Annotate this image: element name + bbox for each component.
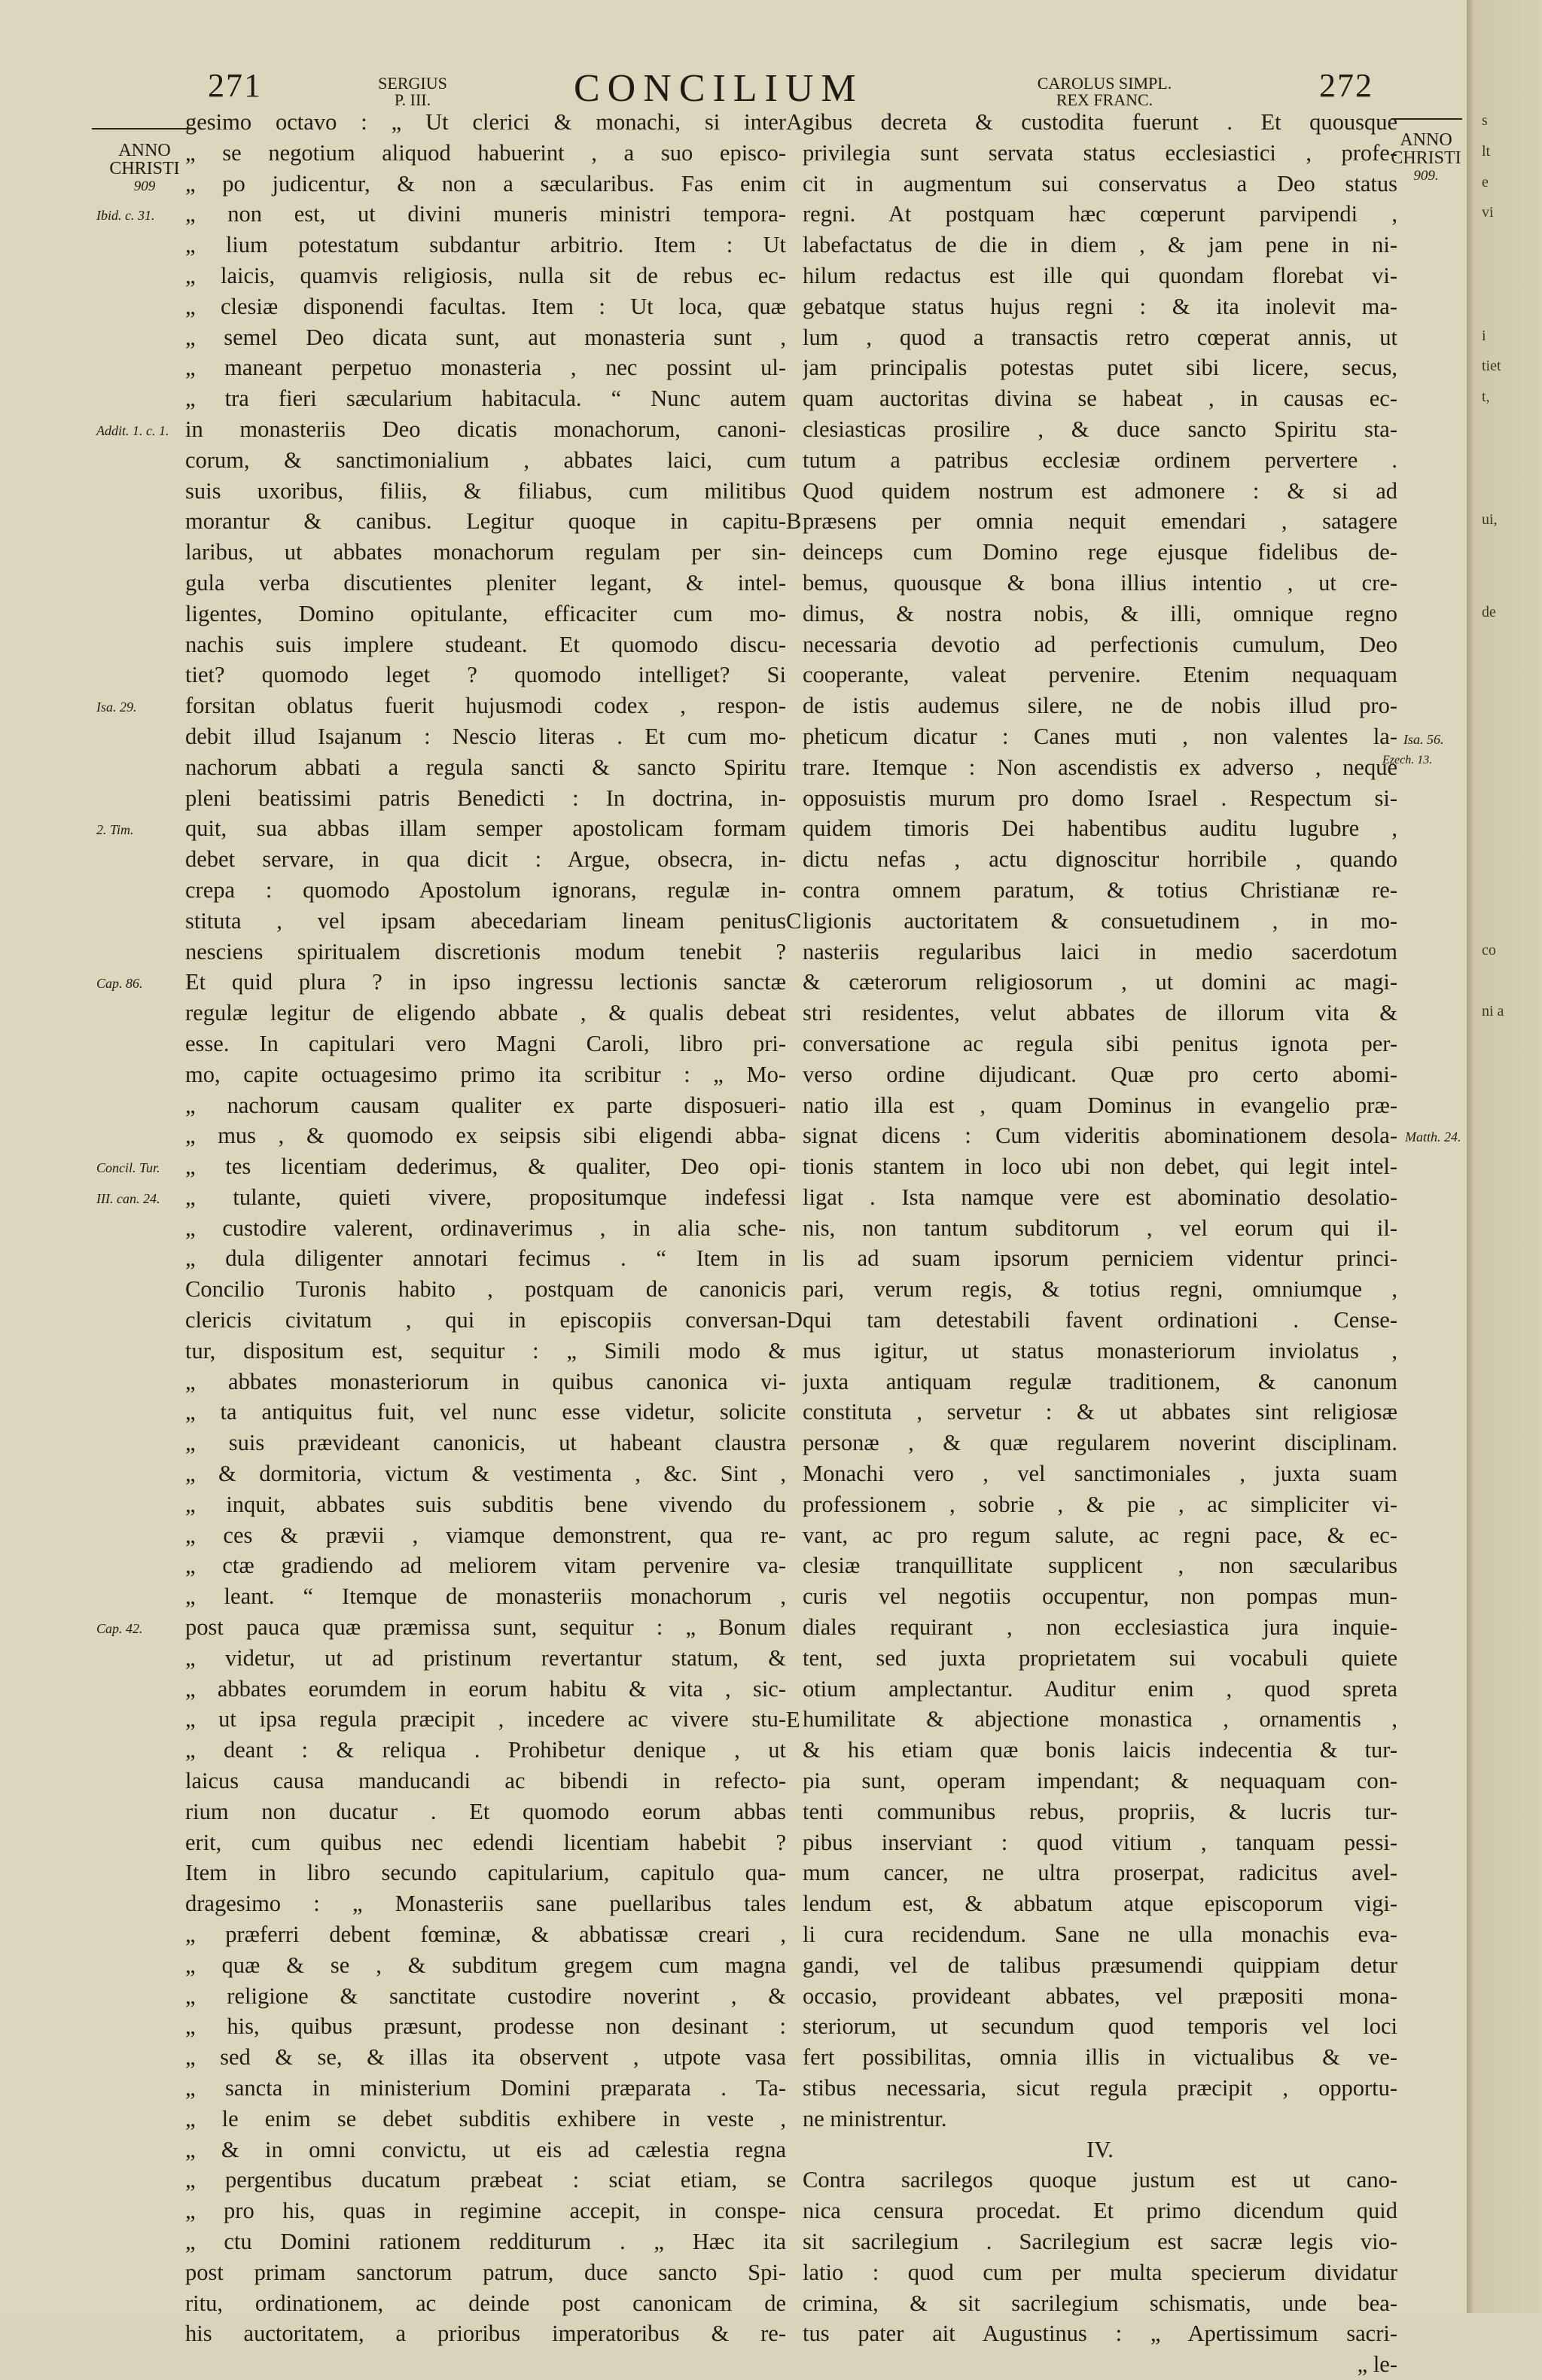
margin-note-left: 2. Tim. (96, 822, 134, 838)
text-line: Item in libro secundo capitularium, capitulo qua- (185, 1860, 786, 1886)
text-line: fert possibilitas, omnia illis in victualibus & ve- (803, 2044, 1397, 2071)
text-line: „ abbates eorumdem in eorum habitu & vita , sic- (185, 1675, 786, 1702)
text-line: pia sunt, operam impendant; & nequaquam con- (803, 1768, 1397, 1794)
text-line: „ deant : & reliqua . Prohibetur denique , ut (185, 1737, 786, 1763)
text-line: quit, sua abbas illam semper apostolicam formam (185, 815, 786, 842)
edge-fragment: t, (1482, 389, 1490, 406)
text-line: ne ministrentur. (803, 2105, 947, 2132)
text-line: de istis audemus silere, ne de nobis illud pro- (803, 693, 1397, 719)
left-text-column (185, 107, 786, 2349)
anno-left-word: ANNO (118, 141, 171, 160)
text-line: morantur & canibus. Legitur quoque in capitu- (185, 508, 786, 535)
text-line: signat dicens : Cum videritis abominationem desola- (803, 1123, 1397, 1149)
edge-fragment: s (1482, 112, 1488, 129)
edge-fragment: e (1482, 173, 1489, 190)
text-line: hilum redactus est ille qui quondam florebat vi- (803, 262, 1397, 288)
text-line: pleni beatissimi patris Benedicti : In doctrina, in- (185, 785, 786, 811)
text-line: otium amplectantur. Auditur enim , quod spreta (803, 1675, 1397, 1702)
text-line: Quod quidem nostrum est admonere : & si ad (803, 477, 1397, 504)
edge-fragment: ni a (1482, 1003, 1504, 1020)
text-line: nica censura procedat. Et primo dicendum quid (803, 2198, 1397, 2224)
text-line: præsens per omnia nequit emendari , satagere (803, 508, 1397, 535)
margin-note-left: III. can. 24. (96, 1191, 160, 1206)
running-head-pope (375, 75, 450, 108)
text-line: „ leant. “ Itemque de monasteriis monachorum , (185, 1583, 786, 1610)
edge-fragment: i (1482, 327, 1486, 344)
text-line: pari, verum regis, & totius regni, omniumque , (803, 1276, 1397, 1303)
text-line: „ abbates monasteriorum in quibus canonica vi- (185, 1368, 786, 1394)
text-line: erit, cum quibus nec edendi licentiam habebit ? (185, 1829, 786, 1855)
text-line: verso ordine dijudicant. Quæ pro certo abomi- (803, 1061, 1397, 1087)
text-line: forsitan oblatus fuerit hujusmodi codex , respon- (185, 693, 786, 719)
text-line: sit sacrilegium . Sacrilegium est sacræ legis vio- (803, 2228, 1397, 2254)
pope-title: P. III. (394, 90, 431, 109)
next-page-edge (1467, 0, 1542, 2313)
text-line: cooperante, valeat pervenire. Etenim nequaquam (803, 662, 1397, 688)
text-line: „ tulante, quieti vivere, propositumque indefessi (185, 1184, 786, 1210)
text-line: nesciens spiritualem discretionis modum tenebit ? (185, 938, 786, 964)
text-line: „ ces & prævii , viamque demonstrent, qua re- (185, 1522, 786, 1548)
section-letter: B (786, 508, 802, 535)
text-line: natio illa est , quam Dominus in evangelio præ- (803, 1092, 1397, 1118)
text-line: curis vel negotiis occupentur, non pompas mun- (803, 1583, 1397, 1610)
text-line: nis, non tantum subditorum , vel eorum qui il- (803, 1214, 1397, 1241)
king-name: CAROLUS SIMPL. (1037, 74, 1172, 93)
text-line: stibus necessaria, sicut regula præcipit , opportu- (803, 2075, 1397, 2101)
text-line: gula verba discutientes pleniter legant, & intel- (185, 569, 786, 596)
edge-fragment: co (1482, 941, 1496, 958)
text-line: nachorum abbati a regula sancti & sancto Spiritu (185, 754, 786, 780)
text-line: vant, ac pro regum salute, ac regni pace, & ec- (803, 1522, 1397, 1548)
edge-fragment: lt (1482, 142, 1491, 160)
text-line: „ lium potestatum subdantur arbitrio. Item : Ut (185, 232, 786, 258)
text-line: debet servare, in qua dicit : Argue, obsecra, in- (185, 846, 786, 873)
text-line: necessaria devotio ad perfectionis cumulum, Deo (803, 631, 1397, 657)
text-line: gesimo octavo : „ Ut clerici & monachi, si inter (185, 109, 786, 135)
text-line: personæ , & quæ regularem noverint disciplinam. (803, 1430, 1397, 1456)
text-line: mus igitur, ut status monasteriorum inviolatus , (803, 1337, 1397, 1364)
text-line: & his etiam quæ bonis laicis indecentia & tur- (803, 1737, 1397, 1763)
margin-note-left: Concil. Tur. (96, 1160, 160, 1176)
text-line: „ semel Deo dicata sunt, aut monasteria sunt , (185, 324, 786, 350)
margin-note-right: Isa. 56. (1403, 732, 1444, 747)
text-line: corum, & sanctimonialium , abbates laici, cum (185, 446, 786, 473)
text-line: latio : quod cum per multa specierum dividatur (803, 2259, 1397, 2285)
text-line: lis ad suam ipsorum perniciem videntur princi- (803, 1245, 1397, 1272)
text-line: stituta , vel ipsam abecedariam lineam penitus (185, 907, 786, 934)
text-line: „ mus , & quomodo ex seipsis sibi eligendi abba- (185, 1123, 786, 1149)
text-line: „ custodire valerent, ordinaverimus , in alia sche- (185, 1214, 786, 1241)
text-line: IV. (1086, 2136, 1114, 2162)
text-line: constituta , servetur : & ut abbates sint religiosæ (803, 1399, 1397, 1425)
text-line: tent, sed juxta proprietatem sui vocabuli quiete (803, 1644, 1397, 1671)
text-line: juxta antiquam regulæ traditionem, & canonum (803, 1368, 1397, 1394)
anno-right-word: ANNO (1400, 130, 1452, 150)
text-line: trare. Itemque : Non ascendistis ex adverso , neque (803, 754, 1397, 780)
margin-note-left: Cap. 42. (96, 1621, 143, 1637)
text-line: stri residentes, velut abbates de illorum vita & (803, 1000, 1397, 1026)
running-head-king (1033, 75, 1176, 108)
section-letter: E (786, 1706, 800, 1732)
text-line: „ ut ipsa regula præcipit , incedere ac vivere stu- (185, 1706, 786, 1732)
text-line: ritu, ordinationem, ac deinde post canonicam de (185, 2290, 786, 2316)
text-line: crepa : quomodo Apostolum ignorans, regulæ in- (185, 876, 786, 903)
text-line: in monasteriis Deo dicatis monachorum, canoni- (185, 416, 786, 442)
text-line: „ ctu Domini rationem redditurum . „ Hæc ita (185, 2228, 786, 2254)
text-line: rium non ducatur . Et quomodo eorum abbas (185, 1798, 786, 1824)
page-number-right: 272 (1319, 67, 1373, 104)
text-line: „ se negotium aliquod habuerint , a suo episco- (185, 139, 786, 166)
text-line: ligat . Ista namque vere est abominatio desolatio- (803, 1184, 1397, 1210)
text-line: „ ctæ gradiendo ad meliorem vitam pervenire va- (185, 1553, 786, 1579)
text-line: „ sed & se, & illas ita observent , utpote vasa (185, 2044, 786, 2071)
text-line: clesiæ tranquillitate supplicent , non sæcularibus (803, 1553, 1397, 1579)
text-line: Concilio Turonis habito , postquam de canonicis (185, 1276, 786, 1303)
text-line: ligentes, Domino opitulante, efficaciter cum mo- (185, 600, 786, 626)
text-line: dimus, & nostra nobis, & illi, omnique regno (803, 600, 1397, 626)
king-title: REX FRANC. (1056, 90, 1153, 109)
text-line: li cura recidendum. Sane ne ulla monachis eva- (803, 1921, 1397, 1948)
text-line: „ sancta in ministerium Domini præparata . Ta- (185, 2075, 786, 2101)
text-line: „ inquit, abbates suis subditis bene vivendo du (185, 1491, 786, 1517)
text-line: laribus, ut abbates monachorum regulam per sin- (185, 539, 786, 565)
text-line: humilitate & abjectione monastica , ornamentis , (803, 1706, 1397, 1732)
text-line: mo, capite octuagesimo primo ita scribitur : „ Mo- (185, 1061, 786, 1087)
anno-left-year: 909 (133, 178, 156, 194)
text-line: „ ta antiquitus fuit, vel nunc esse videtur, solicite (185, 1399, 786, 1425)
text-line: cit in augmentum sui conservatus a Deo status (803, 170, 1397, 197)
text-line: quam auctoritas divina se habeat , in causas ec- (803, 385, 1397, 412)
text-line: tionis stantem in loco ubi non debet, qui legit intel- (803, 1153, 1397, 1180)
text-line: pibus inserviant : quod vitium , tanquam pessi- (803, 1829, 1397, 1855)
text-line: debit illud Isajanum : Nescio literas . Et cum mo- (185, 723, 786, 749)
text-line: post primam sanctorum patrum, duce sancto Spi- (185, 2259, 786, 2285)
text-line: lendum est, & abbatum atque episcoporum vigi- (803, 1891, 1397, 1917)
text-line: labefactatus de die in diem , & jam pene in ni- (803, 232, 1397, 258)
text-line: nachis suis implere studeant. Et quomodo discu- (185, 631, 786, 657)
section-letter: C (786, 907, 802, 934)
text-line: jam principalis potestas putet sibi licere, secus, (803, 355, 1397, 381)
edge-fragment: vi (1482, 204, 1494, 221)
text-line: „ & in omni convictu, ut eis ad cælestia regna (185, 2136, 786, 2162)
text-line: tiet? quomodo leget ? quomodo intelliget? Si (185, 662, 786, 688)
edge-fragment: ui, (1482, 511, 1498, 529)
text-line: diales requirant , non ecclesiastica jura inquie- (803, 1614, 1397, 1641)
text-line: „ clesiæ disponendi facultas. Item : Ut loca, quæ (185, 293, 786, 319)
text-line: „ tra fieri sæcularium habitacula. “ Nunc autem (185, 385, 786, 412)
text-line: gebatque status hujus regni : & ita inolevit ma- (803, 293, 1397, 319)
right-text-column (803, 107, 1397, 2380)
text-line: dragesimo : „ Monasteriis sane puellaribus tales (185, 1891, 786, 1917)
anno-right-christi: CHRISTI (1391, 148, 1461, 168)
text-line: „ videtur, ut ad pristinum revertantur statum, & (185, 1644, 786, 1671)
text-line: „ non est, ut divini muneris ministri tempora- (185, 201, 786, 227)
text-line: dictu nefas , actu dignoscitur horribile , quando (803, 846, 1397, 873)
text-line: gandi, vel de talibus præsumendi quippiam detur (803, 1952, 1397, 1978)
text-line: contra omnem paratum, & totius Christianæ re- (803, 876, 1397, 903)
text-line: „ & dormitoria, victum & vestimenta , &c. Sint , (185, 1461, 786, 1487)
text-line: „ dula diligenter annotari fecimus . “ Item in (185, 1245, 786, 1272)
text-line: qui tam detestabili favent ordinationi . Cense- (803, 1307, 1397, 1333)
text-line: „ his, quibus præsunt, prodesse non desinant : (185, 2013, 786, 2040)
text-line: „ po judicentur, & non a sæcularibus. Fas enim (185, 170, 786, 197)
text-line: „ nachorum causam qualiter ex parte disposueri- (185, 1092, 786, 1118)
text-line: occasio, provideant abbates, vel præpositi mona- (803, 1982, 1397, 2009)
text-line: steriorum, ut secundum quod temporis vel loci (803, 2013, 1397, 2040)
text-line: suis uxoribus, filiis, & filiabus, cum militibus (185, 477, 786, 504)
text-line: opposuistis murum pro domo Israel . Respectum si- (803, 785, 1397, 811)
text-line: „ religione & sanctitate custodire noverint , & (185, 1982, 786, 2009)
text-line: privilegia sunt servata status ecclesiastici , profe- (803, 139, 1397, 166)
margin-note-left: Addit. 1. c. 1. (96, 423, 169, 438)
text-line: ligionis auctoritatem & consuetudinem , in mo- (803, 907, 1397, 934)
text-line: „ pergentibus ducatum præbeat : sciat etiam, se (185, 2167, 786, 2193)
text-line: „ le enim se debet subditis exhibere in veste , (185, 2105, 786, 2132)
text-line: regulæ legitur de eligendo abbate , & qualis debeat (185, 1000, 786, 1026)
text-line: gibus decreta & custodita fuerunt . Et quousque (803, 109, 1397, 135)
year-rule-right (1391, 118, 1462, 120)
text-line: „ suis prævideant canonicis, ut habeant claustra (185, 1430, 786, 1456)
text-line: tus pater ait Augustinus : „ Apertissimum sacri- (803, 2321, 1397, 2347)
text-line: deinceps cum Domino rege ejusque fidelibus de- (803, 539, 1397, 565)
text-line: „ quæ & se , & subditum gregem cum magna (185, 1952, 786, 1978)
text-line: post pauca quæ præmissa sunt, sequitur : „ Bonum (185, 1614, 786, 1641)
text-line: tenti communibus rebus, propriis, & lucris tur- (803, 1798, 1397, 1824)
text-line: professionem , sobrie , & pie , ac simpliciter vi- (803, 1491, 1397, 1517)
text-line: Contra sacrilegos quoque justum est ut cano- (803, 2167, 1397, 2193)
text-line: laicus causa manducandi ac bibendi in refecto- (185, 1768, 786, 1794)
text-line: esse. In capitulari vero Magni Caroli, libro pri- (185, 1030, 786, 1056)
text-line: his auctoritatem, a prioribus imperatoribus & re- (185, 2321, 786, 2347)
text-line: Et quid plura ? in ipso ingressu lectionis sanctæ (185, 969, 786, 995)
text-line: lum , quod a transactis retro cœperat annis, ut (803, 324, 1397, 350)
margin-note-left: Ibid. c. 31. (96, 208, 155, 224)
text-line: „ pro his, quas in regimine accepit, in conspe- (185, 2198, 786, 2224)
pope-name: SERGIUS (378, 74, 447, 93)
page-title: CONCILIUM (574, 67, 864, 110)
edge-fragment: tiet (1482, 358, 1501, 375)
text-line: „ tes licentiam dederimus, & qualiter, Deo opi- (185, 1153, 786, 1180)
text-line: nasteriis regularibus laici in medio sacerdotum (803, 938, 1397, 964)
text-line: quidem timoris Dei habentibus auditu lugubre , (803, 815, 1397, 842)
page-number-left: 271 (208, 67, 262, 104)
margin-note-left: Cap. 86. (96, 976, 143, 992)
margin-note-left: Isa. 29. (96, 699, 137, 715)
text-line: tutum a patribus ecclesiæ ordinem pervertere . (803, 446, 1397, 473)
text-line: mum cancer, ne ultra proserpat, radicitus avel- (803, 1860, 1397, 1886)
section-letter: A (786, 109, 803, 135)
text-line: conversatione ac regula sibi penitus ignota per- (803, 1030, 1397, 1056)
anno-right (1387, 131, 1465, 185)
anno-left-christi: CHRISTI (109, 159, 180, 178)
text-line: crimina, & sit sacrilegium schismatis, unde bea- (803, 2290, 1397, 2316)
text-line: Monachi vero , vel sanctimoniales , juxta suam (803, 1461, 1397, 1487)
text-line: „ maneant perpetuo monasteria , nec possint ul- (185, 355, 786, 381)
text-line: „ le- (1357, 2351, 1397, 2378)
edge-fragment: de (1482, 603, 1496, 620)
text-line: regni. At postquam hæc cœperunt parvipendi , (803, 201, 1397, 227)
year-rule-left (92, 128, 191, 130)
text-line: tur, dispositum est, sequitur : „ Simili modo & (185, 1337, 786, 1364)
anno-left (99, 142, 190, 196)
text-line: clesiasticas prosilire , & duce sancto Spiritu sta- (803, 416, 1397, 442)
text-line: „ præferri debent fœminæ, & abbatissæ creari , (185, 1921, 786, 1948)
anno-right-year: 909. (1413, 168, 1439, 184)
text-line: bemus, quousque & bona illius intentio , ut cre- (803, 569, 1397, 596)
text-line: clericis civitatum , qui in episcopiis conversan- (185, 1307, 786, 1333)
text-line: pheticum dicatur : Canes muti , non valentes la- (803, 723, 1397, 749)
margin-note-right: Ezech. 13. (1382, 754, 1433, 766)
margin-note-right: Matth. 24. (1405, 1129, 1461, 1145)
section-letter: D (786, 1307, 803, 1333)
text-line: „ laicis, quamvis religiosis, nulla sit de rebus ec- (185, 262, 786, 288)
text-line: & cæterorum religiosorum , ut domini ac magi- (803, 969, 1397, 995)
